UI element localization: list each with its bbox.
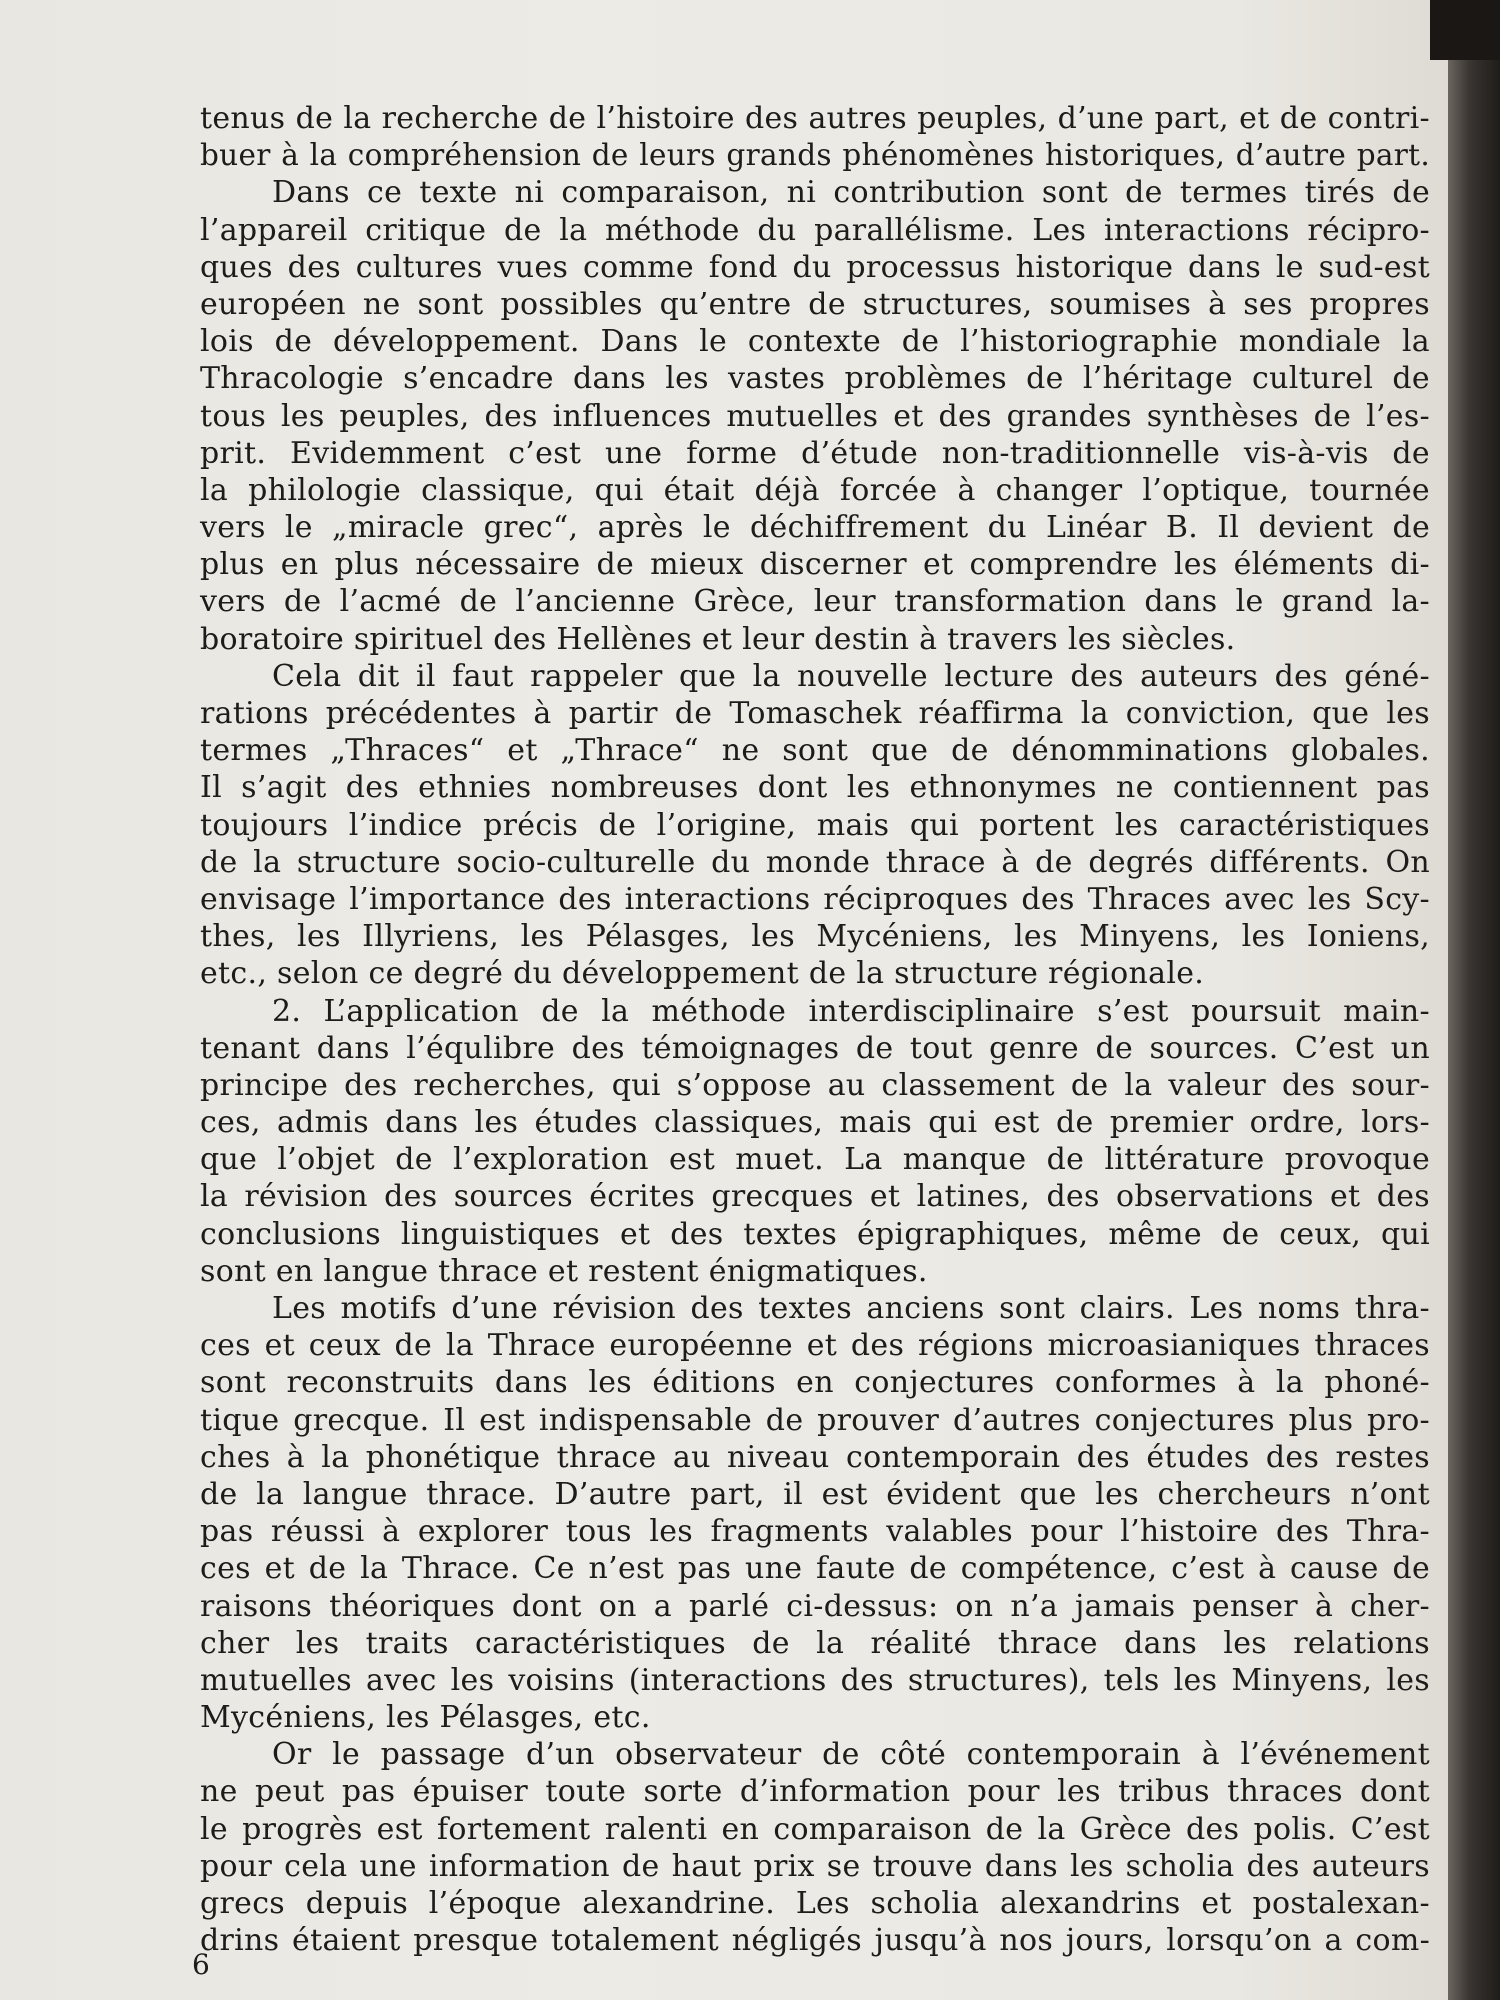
book-edge-shadow — [1448, 0, 1500, 2000]
page-number: 6 — [192, 1948, 210, 1981]
text-line: que l’objet de l’exploration est muet. La manque de littérature provoque — [200, 1142, 1430, 1178]
text-line: ces et de la Thrace. Ce n’est pas une faute de compétence, c’est à cause de — [200, 1551, 1430, 1587]
text-line: de la langue thrace. D’autre part, il est évident que les chercheurs n’ont — [200, 1476, 1430, 1512]
text-line: drins étaient presque totalement négligés jusqu’à nos jours, lorsqu’on a com- — [200, 1923, 1430, 1959]
text-line: ces et ceux de la Thrace européenne et des régions microasianiques thraces — [200, 1328, 1430, 1364]
text-line: de la structure socio-culturelle du monde thrace à de degrés différents. On — [200, 844, 1430, 880]
text-line: raisons théoriques dont on a parlé ci-dessus: on n’a jamais penser à cher- — [200, 1588, 1430, 1624]
text-line: plus en plus nécessaire de mieux discerner et comprendre les éléments di- — [200, 547, 1430, 583]
text-line: toujours l’indice précis de l’origine, mais qui portent les caractéristiques — [200, 807, 1430, 843]
text-line: la philologie classique, qui était déjà forcée à changer l’optique, tournée — [200, 472, 1430, 508]
text-line: etc., selon ce degré du développement de la structure régionale. — [200, 956, 1205, 992]
text-line: principe des recherches, qui s’oppose au classement de la valeur des sour- — [200, 1067, 1430, 1103]
text-line: tenus de la recherche de l’histoire des autres peuples, d’une part, et de contri- — [200, 101, 1430, 136]
text-line: grecs depuis l’époque alexandrine. Les scholia alexandrins et postalexan- — [200, 1886, 1430, 1921]
text-line: thes, les Illyriens, les Pélasges, les Mycéniens, les Minyens, les Ioniens, — [200, 919, 1430, 955]
text-line: vers le „miracle grec“, après le déchiffrement du Linéar B. Il devient de — [200, 510, 1430, 546]
text-line: Il s’agit des ethnies nombreuses dont les ethnonymes ne contiennent pas — [200, 770, 1430, 806]
text-line: prit. Evidemment c’est une forme d’étude non-traditionnelle vis-à-vis de — [200, 435, 1430, 471]
text-line: sont en langue thrace et restent énigmatiques. — [200, 1253, 928, 1289]
text-line: rations précédentes à partir de Tomaschek réaffirma la conviction, que les — [200, 696, 1430, 731]
text-line: tique grecque. Il est indispensable de prouver d’autres conjectures plus pro- — [200, 1402, 1430, 1438]
text-line: Les motifs d’une révision des textes anciens sont clairs. Les noms thra- — [272, 1291, 1430, 1326]
text-line: Or le passage d’un observateur de côté contemporain à l’événement — [272, 1737, 1430, 1773]
text-line: 2. L’application de la méthode interdisciplinaire s’est poursuit main- — [272, 993, 1430, 1029]
book-corner-shadow — [1430, 0, 1500, 60]
text-line: Dans ce texte ni comparaison, ni contribution sont de termes tirés de — [272, 175, 1430, 211]
text-line: cher les traits caractéristiques de la réalité thrace dans les relations — [200, 1625, 1430, 1661]
text-line: pour cela une information de haut prix se trouve dans les scholia des auteurs — [200, 1848, 1430, 1884]
text-line: conclusions linguistiques et des textes épigraphiques, même de ceux, qui — [200, 1216, 1430, 1252]
text-line: Thracologie s’encadre dans les vastes problèmes de l’héritage culturel de — [200, 361, 1430, 397]
text-line: buer à la compréhension de leurs grands phénomènes historiques, d’autre part. — [200, 138, 1430, 173]
text-line: ches à la phonétique thrace au niveau contemporain des études des restes — [200, 1439, 1430, 1475]
text-line: tous les peuples, des influences mutuelles et des grandes synthèses de l’es- — [200, 398, 1430, 434]
text-line: mutuelles avec les voisins (interactions des structures), tels les Minyens, les — [200, 1662, 1430, 1698]
text-line: termes „Thraces“ et „Thrace“ ne sont que de dénomminations globales. — [200, 733, 1430, 769]
text-line: lois de développement. Dans le contexte de l’historiographie mondiale la — [200, 324, 1430, 360]
text-line: sont reconstruits dans les éditions en conjectures conformes à la phoné- — [200, 1365, 1430, 1401]
text-line: ques des cultures vues comme fond du processus historique dans le sud-est — [200, 249, 1430, 285]
text-line: vers de l’acmé de l’ancienne Grèce, leur transformation dans le grand la- — [200, 584, 1430, 620]
text-line: Cela dit il faut rappeler que la nouvelle lecture des auteurs des géné- — [272, 658, 1430, 694]
text-line: ces, admis dans les études classiques, mais qui est de premier ordre, lors- — [200, 1105, 1430, 1141]
text-line: Mycéniens, les Pélasges, etc. — [200, 1700, 651, 1736]
body-text — [200, 100, 1430, 1959]
text-line: envisage l’importance des interactions réciproques des Thraces avec les Scy- — [200, 881, 1430, 917]
text-line: boratoire spirituel des Hellènes et leur destin à travers les siècles. — [200, 621, 1236, 657]
text-line: pas réussi à explorer tous les fragments valables pour l’histoire des Thra- — [200, 1514, 1430, 1550]
text-line: tenant dans l’équlibre des témoignages de tout genre de sources. C’est un — [200, 1030, 1430, 1066]
text-line: la révision des sources écrites grecques et latines, des observations et des — [200, 1179, 1430, 1215]
text-line: le progrès est fortement ralenti en comparaison de la Grèce des polis. C’est — [200, 1811, 1430, 1847]
text-line: l’appareil critique de la méthode du parallélisme. Les interactions récipro- — [200, 212, 1430, 248]
text-line: ne peut pas épuiser toute sorte d’information pour les tribus thraces dont — [200, 1774, 1430, 1810]
text-line: européen ne sont possibles qu’entre de structures, soumises à ses propres — [200, 286, 1430, 322]
